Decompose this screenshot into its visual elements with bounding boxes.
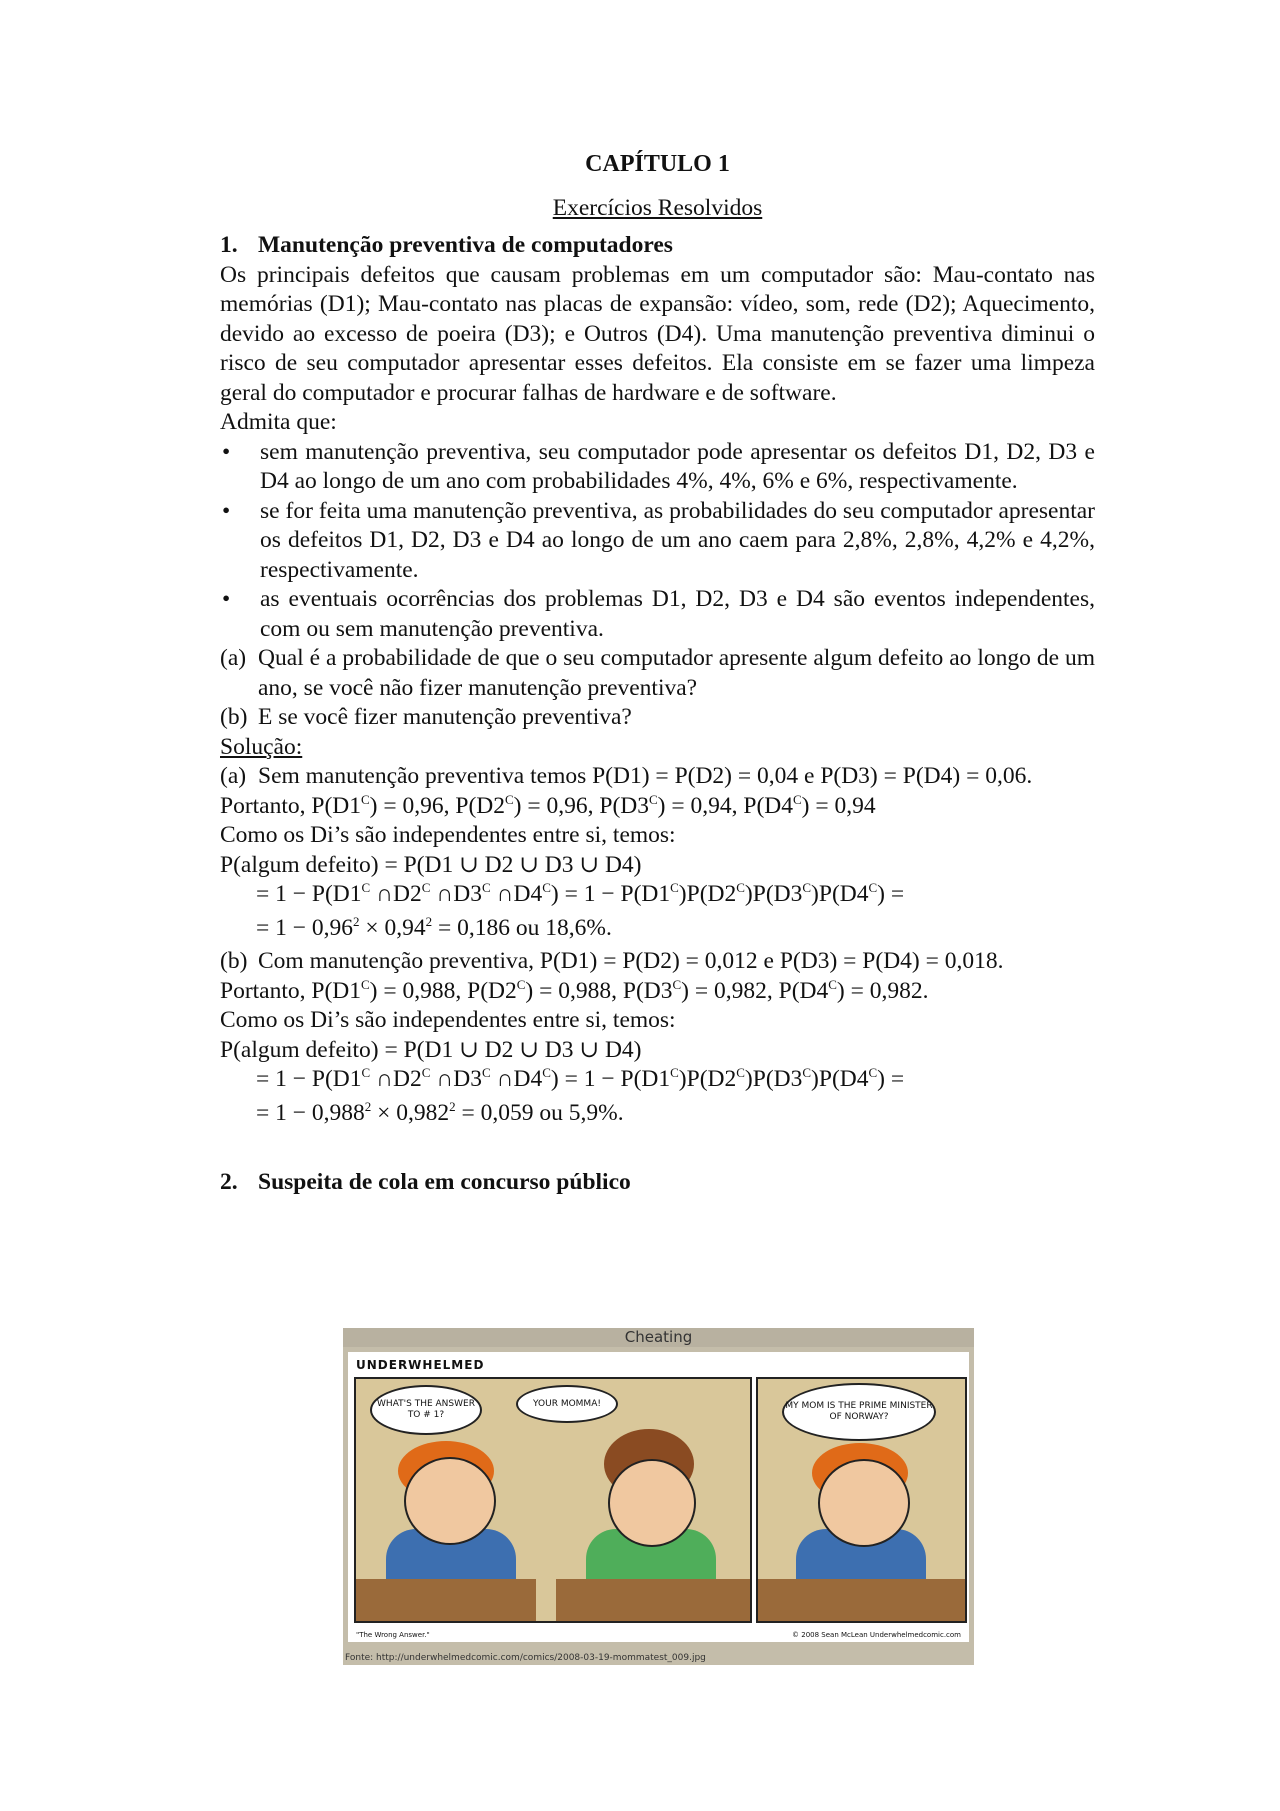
- intro-paragraph: Os principais defeitos que causam problemas em um computador são: Mau-contato nas memórias (D1); Mau-contato nas placas de expansão: vídeo, som, rede (D2); Aquecimento, devido ao excesso de poeira (D3); e Outros (D4). Uma manutenção preventiva diminui o risco de seu computador apresentar esses defeitos. Ela consiste em se fazer uma limpeza geral do computador e procurar falhas de hardware e de software.: [220, 261, 1095, 406]
- section-1-number: 1.: [220, 232, 238, 258]
- desk-3: [758, 1579, 965, 1621]
- speech-bubble-2: YOUR MOMMA!: [516, 1385, 618, 1423]
- comic-brand: UNDERWHELMED: [356, 1358, 485, 1372]
- student-1-face: [404, 1457, 496, 1545]
- section-1-heading: Manutenção preventiva de computadores: [258, 232, 673, 258]
- complement-formula-a: = $1 - P(D1^C$ $\cap D2^C$ $\cap D3^C$ $\cap D4^C) = 1 - P(D1^C)P(D2^C)P(D3^C)P(D4^C)$ =: [256, 880, 905, 907]
- section-1-title: [220, 231, 1095, 261]
- result-b: = $1 - 0,988^2 \times 0,982^2 = 0,059$ ou 5,9%.: [256, 1098, 624, 1126]
- solution-b: (b) Com manutenção preventiva, P(D1) = P(D2) = 0,012 e P(D3) = P(D4) = 0,018.: [220, 948, 1004, 974]
- solution-a-complements: Portanto, $P(D1^C) = 0,96$, $P(D2^C) = 0,96$, $P(D3^C) = 0,94$, $P(D4^C) = 0,94$: [220, 791, 876, 819]
- solution-b-complements: Portanto, $P(D1^C) = 0,988$, $P(D2^C) = 0,988$, $P(D3^C) = 0,982$, $P(D4^C) = 0,982$.: [220, 976, 929, 1004]
- speech-bubble-3: MY MOM IS THE PRIME MINISTER OF NORWAY?: [782, 1383, 936, 1441]
- section-2-title: [220, 1168, 1095, 1198]
- solution-label: Solução:: [220, 733, 303, 760]
- comic-strip: [348, 1352, 969, 1642]
- independence-note-a: Como os Di’s são independentes entre si, temos:: [220, 822, 676, 848]
- question-a: (a) Qual é a probabilidade de que o seu computador apresente algum defeito ao longo de um ano, se você não fizer manutenção preventiva?: [220, 645, 1095, 701]
- desk-1: [356, 1579, 536, 1621]
- list-item: • as eventuais ocorrências dos problemas D1, D2, D3 e D4 são eventos independentes, com ou sem manutenção preventiva.: [222, 586, 1095, 642]
- student-1-face-2: [818, 1459, 910, 1547]
- chapter-title: CAPÍTULO 1: [585, 151, 730, 177]
- comic-image: [343, 1328, 974, 1665]
- comic-source: Fonte: http://underwhelmedcomic.com/comics/2008-03-19-mommatest_009.jpg: [345, 1653, 706, 1663]
- comic-copyright: © 2008 Sean McLean Underwhelmedcomic.com: [792, 1631, 961, 1639]
- complement-formula-b: = $1 - P(D1^C$ $\cap D2^C$ $\cap D3^C$ $\cap D4^C) = 1 - P(D1^C)P(D2^C)P(D3^C)P(D4^C)$ =: [256, 1065, 905, 1092]
- comic-header: Cheating: [343, 1328, 974, 1347]
- union-formula-a: P(algum defeito) = P(D1 ∪ D2 ∪ D3 ∪ D4): [220, 851, 642, 878]
- comic-panel-2: [756, 1377, 967, 1623]
- list-item: • sem manutenção preventiva, seu computador pode apresentar os defeitos D1, D2, D3 e D4 ao longo de um ano com probabilidades 4%, 4%, 6% e 6%, respectivamente.: [222, 438, 1095, 494]
- question-b: (b) E se você fizer manutenção preventiva?: [220, 704, 632, 730]
- speech-bubble-1: WHAT'S THE ANSWER TO # 1?: [370, 1385, 482, 1435]
- union-formula-b: P(algum defeito) = P(D1 ∪ D2 ∪ D3 ∪ D4): [220, 1036, 642, 1063]
- section-2-heading: Suspeita de cola em concurso público: [258, 1169, 631, 1195]
- comic-panel-1: [354, 1377, 752, 1623]
- comic-caption: "The Wrong Answer.": [356, 1631, 430, 1639]
- admita-text: Admita que:: [220, 409, 337, 435]
- solution-a: (a) Sem manutenção preventiva temos P(D1) = P(D2) = 0,04 e P(D3) = P(D4) = 0,06.: [220, 763, 1033, 789]
- result-a: = $1 - 0,96^2 \times 0,94^2 = 0,186$ ou 18,6%.: [256, 913, 612, 941]
- student-2-face: [608, 1459, 696, 1547]
- assumption-list: [220, 438, 1095, 645]
- desk-2: [556, 1579, 750, 1621]
- subtitle: Exercícios Resolvidos: [552, 194, 763, 221]
- page-content: [220, 150, 1095, 1198]
- section-2-number: 2.: [220, 1169, 238, 1195]
- independence-note-b: Como os Di’s são independentes entre si, temos:: [220, 1007, 676, 1033]
- list-item: • se for feita uma manutenção preventiva, as probabilidades do seu computador apresentar os defeitos D1, D2, D3 e D4 ao longo de um ano caem para 2,8%, 2,8%, 4,2% e 4,2%, respectivamente.: [222, 497, 1095, 583]
